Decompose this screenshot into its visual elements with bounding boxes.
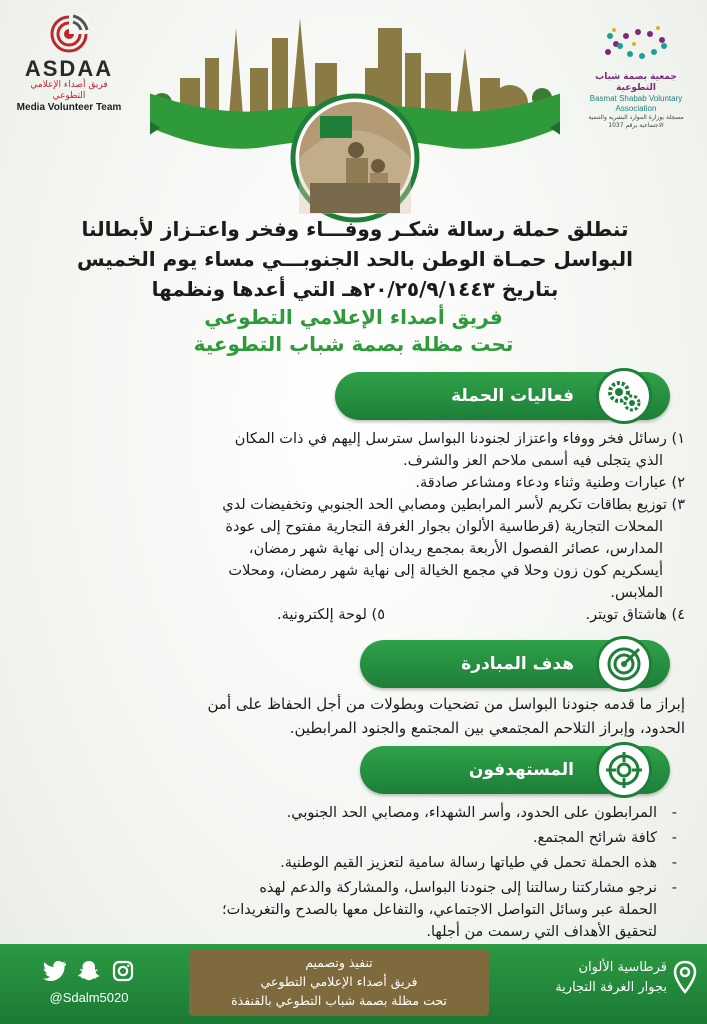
- crosshair-icon: [596, 742, 652, 798]
- snapchat-icon[interactable]: [76, 958, 102, 984]
- target-item-2: - كافة شرائح المجتمع.: [532, 830, 677, 846]
- skyline-banner: [150, 8, 560, 228]
- activity-item-1: ١) رسائل فخر ووفاء واعتزاز لجنودنا البواسل سترسل إليهم في ذات المكان: [234, 431, 685, 447]
- activity-item-5: ٥) لوحة إلكترونية.: [277, 607, 385, 623]
- intro-line-2: البواسل حمـاة الوطن بالحد الجنوبـــي مساء يوم الخميس: [77, 247, 633, 271]
- goal-title: هدف المبادرة: [461, 654, 574, 674]
- intro-line-3: بتاريخ ٢٠/٢٥/٩/١٤٤٣هـ التي أعدها ونظمها: [151, 277, 559, 301]
- activity-item-3-cont-2: المدارس، عصائر الفصول الأربعة بمجمع ريدان إلى نهاية شهر رمضان،: [248, 541, 663, 557]
- activity-item-3: ٣) توزيع بطاقات تكريم لأسر المرابطين ومصابي الحد الجنوبي وتخفيضات لدي: [222, 497, 685, 513]
- asdaa-logo: [14, 14, 124, 113]
- location-pin-icon: [673, 960, 697, 994]
- credits-box: [189, 950, 489, 1016]
- social-handle[interactable]: @Sdalm5020: [49, 990, 129, 1005]
- activities-title: فعاليات الحملة: [451, 386, 574, 406]
- basmat-english-name: Basmat Shabab Voluntary Association: [589, 94, 683, 113]
- credit-line-2: فريق أصداء الإعلامي التطوعي: [260, 974, 418, 989]
- targets-banner: [360, 746, 670, 794]
- footer-bar: [0, 944, 707, 1024]
- asdaa-brand: ASDAA: [24, 56, 114, 81]
- activity-item-2: ٢) عبارات وطنية وثناء ودعاء ومشاعر صادقة.: [415, 475, 685, 491]
- targets-list: [27, 802, 677, 946]
- activity-item-4: ٤) هاشتاق تويتر.: [585, 607, 685, 623]
- goal-line-2: الحدود، وإبراز التلاحم المجتمعي بين المجتمع والجنود المرابطين.: [289, 719, 685, 737]
- activity-item-3-cont-1: المحلات التجارية (قرطاسية الألوان بجوار الغرفة التجارية مفتوح إلى عودة: [225, 519, 663, 535]
- credit-line-1: تنفيذ وتصميم: [305, 955, 373, 970]
- team-umbrella: تحت مظلة بصمة شباب التطوعية: [193, 332, 514, 356]
- address-line-1: قرطاسية الألوان: [578, 960, 667, 975]
- address-line-2: بجوار الغرفة التجارية: [555, 980, 667, 995]
- activities-list: [15, 428, 685, 626]
- credit-line-3: تحت مظلة بصمة شباب التطوعي بالقنفذة: [231, 993, 447, 1008]
- social-links: [34, 958, 144, 1005]
- activities-banner: [335, 372, 670, 420]
- team-name: فريق أصداء الإعلامي التطوعي: [204, 305, 503, 329]
- asdaa-english-name: Media Volunteer Team: [16, 102, 122, 113]
- target-item-1: - المرابطون على الحدود، وأسر الشهداء، ومصابي الحد الجنوبي.: [286, 805, 677, 821]
- intro-paragraph: [30, 214, 680, 304]
- instagram-icon[interactable]: [110, 958, 136, 984]
- activity-item-3-cont-4: الملابس.: [610, 585, 663, 601]
- asdaa-arabic-name: فريق أصداء الإعلامي التطوعي: [30, 80, 108, 101]
- target-item-3: - هذه الحملة تحمل في طياتها رسالة سامية لتعزيز القيم الوطنية.: [280, 855, 677, 871]
- twitter-icon[interactable]: [42, 958, 68, 984]
- activity-item-1-cont: الذي يتجلى فيه أسمى ملاحم العز والشرف.: [403, 453, 663, 469]
- basmat-arabic-name: جمعية بصمة شباب التطوعية: [595, 72, 677, 93]
- store-address: [507, 958, 667, 998]
- target-item-4: - نرجو مشاركتنا رسالتنا إلى جنودنا البواسل، والمشاركة والدعم لهذه الحملة عبر وسائل التواصل الاجتماعي، والتفاعل معها بالصدح والتغريدات؛ لتحقيق الأهداف التي رسمت من أجلها.: [222, 880, 677, 940]
- intro-line-1: تنطلق حملة رسالة شكـر ووفـــاء وفخر واعتـزاز لأبطالنا: [81, 217, 629, 241]
- activity-item-3-cont-3: أيسكريم كون زون وحلا في مجمع الخيالة إلى نهاية شهر رمضان، ومحلات: [228, 563, 663, 579]
- broadcast-logo-icon: [49, 14, 89, 54]
- basmat-logo: [577, 22, 695, 129]
- goal-text: [15, 692, 685, 740]
- goal-banner: [360, 640, 670, 688]
- targets-title: المستهدفون: [468, 760, 574, 780]
- target-icon: [596, 636, 652, 692]
- goal-line-1: إبراز ما قدمه جنودنا البواسل من تضحيات وبطولات من أجل الحفاظ على أمن: [207, 695, 685, 713]
- dna-helix-logo-icon: [600, 22, 672, 68]
- gears-icon: [596, 368, 652, 424]
- basmat-registration: مسجلة بوزارة الموارد البشرية والتنمية الاجتماعية برقم 1037: [588, 114, 684, 129]
